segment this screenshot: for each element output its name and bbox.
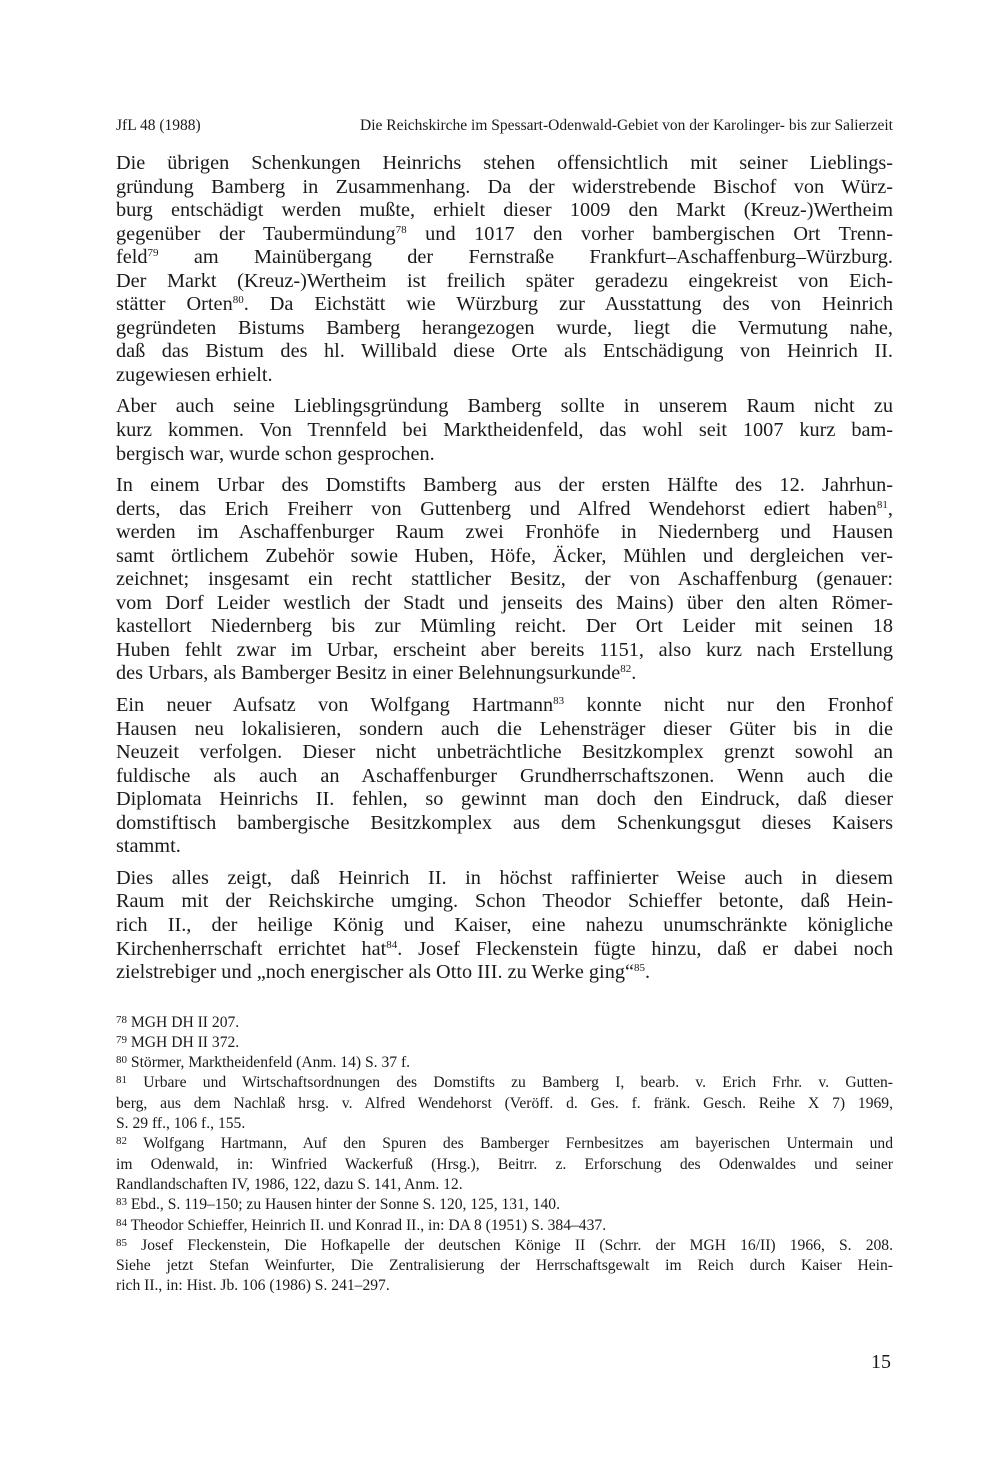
footnote-marker[interactable]: 83 [553,695,565,708]
text-line [116,545,893,569]
text-run: burg entschädigt werden mußte, erhielt dieser 1009 den Markt (Kreuz-)Wertheim [116,199,893,222]
footnote-number: 81 [116,1074,127,1087]
text-line [116,812,893,836]
text-run: gegründeten Bistums Bamberg herangezogen wurde, liegt die Vermutung nahe, [116,316,893,339]
text-run: fuldische als auch an Aschaffenburger Grundherrschaftszonen. Wenn auch die [116,764,893,787]
footnote-line [116,1134,893,1154]
text-line [116,340,893,364]
paragraph [116,152,893,387]
text-run: bergisch war, wurde schon gesprochen. [116,442,435,465]
footnote-number: 79 [116,1033,127,1046]
text-run: kurz kommen. Von Trennfeld bei Marktheidenfeld, das wohl seit 1007 kurz bam- [116,419,893,442]
footnote [116,1216,893,1236]
text-run: stammt. [116,835,181,858]
text-line [116,395,893,419]
text-line [116,639,893,663]
text-line [116,765,893,789]
text-run: derts, das Erich Freiherr von Guttenberg und Alfred Wendehorst ediert haben [116,497,877,520]
text-run: Huben fehlt zwar im Urbar, erscheint aber bereits 1151, also kurz nach Erstellung [116,638,893,661]
text-line [116,474,893,498]
text-line [116,938,893,962]
text-run: gründung Bamberg in Zusammenhang. Da der widerstrebende Bischof von Würz- [116,175,893,198]
paragraph [116,395,893,466]
main-text [116,152,893,985]
text-run: konnte nicht nur den Fronhof [564,694,893,717]
text-line [116,890,893,914]
text-run: feld [116,246,148,269]
footnote [116,1073,893,1134]
text-line [116,419,893,443]
text-run: Ein neuer Aufsatz von Wolfgang Hartmann [116,694,554,717]
text-run: Diplomata Heinrichs II. fehlen, so gewinnt man doch den Eindruck, daß dieser [116,788,893,811]
paragraph [116,694,893,859]
footnote-line [116,1276,893,1296]
footnote-text: Störmer, Marktheidenfeld (Anm. 14) S. 37 f. [130,1054,411,1072]
footnote [116,1195,893,1215]
text-run: samt örtlichem Zubehör sowie Huben, Höfe, Äcker, Mühlen und dergleichen ver- [116,544,893,567]
text-line [116,914,893,938]
text-run: , [887,497,893,520]
text-line [116,364,893,388]
text-line [116,615,893,639]
footnote-text: Theodor Schieffer, Heinrich II. und Konrad II., in: DA 8 (1951) S. 384–437. [130,1216,607,1234]
text-line [116,293,893,317]
text-run: Hausen neu lokalisieren, sondern auch die Lehensträger dieser Güter bis in die [116,717,893,740]
footnote-text: Josef Fleckenstein, Die Hofkapelle der deutschen Könige II (Schrr. der MGH 16/II) 1966, S. 208. [141,1236,893,1254]
text-run: Neuzeit verfolgen. Dieser nicht unbeträchtliche Besitzkomplex grenzt sowohl an [116,741,893,764]
text-line [116,592,893,616]
footnote-number: 80 [116,1054,127,1067]
footnote-line [116,1094,893,1114]
footnote-text: Wolfgang Hartmann, Auf den Spuren des Bamberger Fernbesitzes am bayerischen Untermain und [143,1135,893,1153]
text-line [116,498,893,522]
text-line [116,694,893,718]
footnote-line [116,1256,893,1276]
text-run: am Mainübergang der Fernstraße Frankfurt–Aschaffenburg–Würzburg. [158,246,893,269]
text-run: . [644,961,651,984]
footnote-line [116,1236,893,1256]
footnote-text: rich II., in: Hist. Jb. 106 (1986) S. 241–297. [116,1277,390,1295]
footnote-marker[interactable]: 78 [395,223,407,236]
text-run: zeichnet; insgesamt ein recht stattlicher Besitz, der von Aschaffenburg (genauer: [116,568,893,591]
text-run: stätter Orten [116,293,233,316]
text-line [116,835,893,859]
journal-citation: JfL 48 (1988) [116,117,201,134]
footnote-text: MGH DH II 207. [130,1013,240,1031]
footnote [116,1013,893,1033]
footnote-number: 83 [116,1196,127,1209]
page-number: 15 [871,1351,891,1373]
footnote-line [116,1216,893,1236]
text-run: Aber auch seine Lieblingsgründung Bamberg sollte in unserem Raum nicht zu [116,395,893,418]
text-run: Der Markt (Kreuz-)Wertheim ist freilich später geradezu eingekreist von Eich- [116,269,893,292]
footnote-line [116,1013,893,1033]
footnote [116,1134,893,1195]
text-line [116,199,893,223]
footnote [116,1033,893,1053]
text-run: daß das Bistum des hl. Willibald diese Orte als Entschädigung von Heinrich II. [116,340,893,363]
text-line [116,317,893,341]
text-line [116,176,893,200]
footnote-marker[interactable]: 79 [147,247,159,260]
text-line [116,270,893,294]
footnote-text: berg, aus dem Nachlaß hrsg. v. Alfred Wendehorst (Veröff. d. Ges. f. fränk. Gesch. Reihe X 7) 1969, [116,1094,893,1112]
footnote-number: 82 [116,1135,127,1148]
footnote-marker[interactable]: 82 [620,663,632,676]
footnote-text: S. 29 ff., 106 f., 155. [116,1115,246,1133]
page [116,116,893,1297]
footnote-line [116,1053,893,1073]
text-run: Dies alles zeigt, daß Heinrich II. in höchst raffinierter Weise auch in diesem [116,866,893,889]
text-run: vom Dorf Leider westlich der Stadt und jenseits des Mains) über den alten Römer- [116,591,893,614]
footnote-line [116,1033,893,1053]
text-run: rich II., der heilige König und Kaiser, eine nahezu unumschränkte königliche [116,913,893,936]
text-run: . Da Eichstätt wie Würzburg zur Ausstattung des von Heinrich [243,293,894,316]
paragraph [116,474,893,686]
footnote-text: Urbare und Wirtschaftsordnungen des Domstifts zu Bamberg I, bearb. v. Erich Frhr. v. Gutten- [143,1074,893,1092]
text-line [116,741,893,765]
footnote-marker[interactable]: 84 [386,938,398,951]
text-run: zielstrebiger und „noch energischer als Otto III. zu Werke ging“ [116,961,634,984]
footnote-marker[interactable]: 80 [232,294,244,307]
text-run: gegenüber der Taubermündung [116,222,396,245]
footnote-line [116,1114,893,1134]
footnote-number: 84 [116,1216,127,1229]
footnote-line [116,1073,893,1093]
text-line [116,521,893,545]
footnote [116,1053,893,1073]
footnote-line [116,1175,893,1195]
footnote-number: 85 [116,1236,127,1249]
text-line [116,223,893,247]
paragraph [116,867,893,985]
running-title: Die Reichskirche im Spessart-Odenwald-Gebiet von der Karolinger- bis zur Salierzeit [360,117,893,134]
footnote-marker[interactable]: 85 [633,962,645,975]
text-line [116,961,893,985]
text-line [116,718,893,742]
text-line [116,867,893,891]
footnote-text: im Odenwald, in: Winfried Wackerfuß (Hrsg.), Beitrr. z. Erforschung des Odenwaldes und seiner [116,1155,893,1173]
text-line [116,662,893,686]
footnote [116,1236,893,1297]
text-line [116,152,893,176]
footnote-text: Ebd., S. 119–150; zu Hausen hinter der Sonne S. 120, 125, 131, 140. [130,1196,560,1214]
footnotes [116,1013,893,1297]
text-run: . Josef Fleckenstein fügte hinzu, daß er dabei noch [397,937,893,960]
footnote-text: MGH DH II 372. [130,1033,240,1051]
running-header [116,116,893,136]
text-line [116,443,893,467]
text-run: . [631,662,637,685]
footnote-marker[interactable]: 81 [876,498,888,511]
text-line [116,246,893,270]
text-run: domstiftisch bambergische Besitzkomplex aus dem Schenkungsgut dieses Kaisers [116,811,893,834]
text-run: werden im Aschaffenburger Raum zwei Fronhöfe in Niedernberg und Hausen [116,521,893,544]
text-run: Raum mit der Reichskirche umging. Schon Theodor Schieffer betonte, daß Hein- [116,890,893,913]
footnote-line [116,1195,893,1215]
text-run: des Urbars, als Bamberger Besitz in einer Belehnungsurkunde [116,662,621,685]
text-run: zugewiesen erhielt. [116,363,273,386]
text-run: kastellort Niedernberg bis zur Mümling reicht. Der Ort Leider mit seinen 18 [116,615,893,638]
text-line [116,788,893,812]
text-run: Die übrigen Schenkungen Heinrichs stehen offensichtlich mit seiner Lieblings- [116,152,893,174]
footnote-text: Siehe jetzt Stefan Weinfurter, Die Zentralisierung der Herrschaftsgewalt im Reich durch Kaiser Hein- [116,1257,893,1275]
text-run: In einem Urbar des Domstifts Bamberg aus der ersten Hälfte des 12. Jahrhun- [116,474,893,497]
footnote-text: Randlandschaften IV, 1986, 122, dazu S. 141, Anm. 12. [116,1175,463,1193]
text-run: Kirchenherrschaft errichtet hat [116,937,387,960]
footnote-number: 78 [116,1013,127,1026]
text-run: und 1017 den vorher bambergischen Ort Trenn- [406,222,893,245]
footnote-line [116,1155,893,1175]
text-line [116,568,893,592]
